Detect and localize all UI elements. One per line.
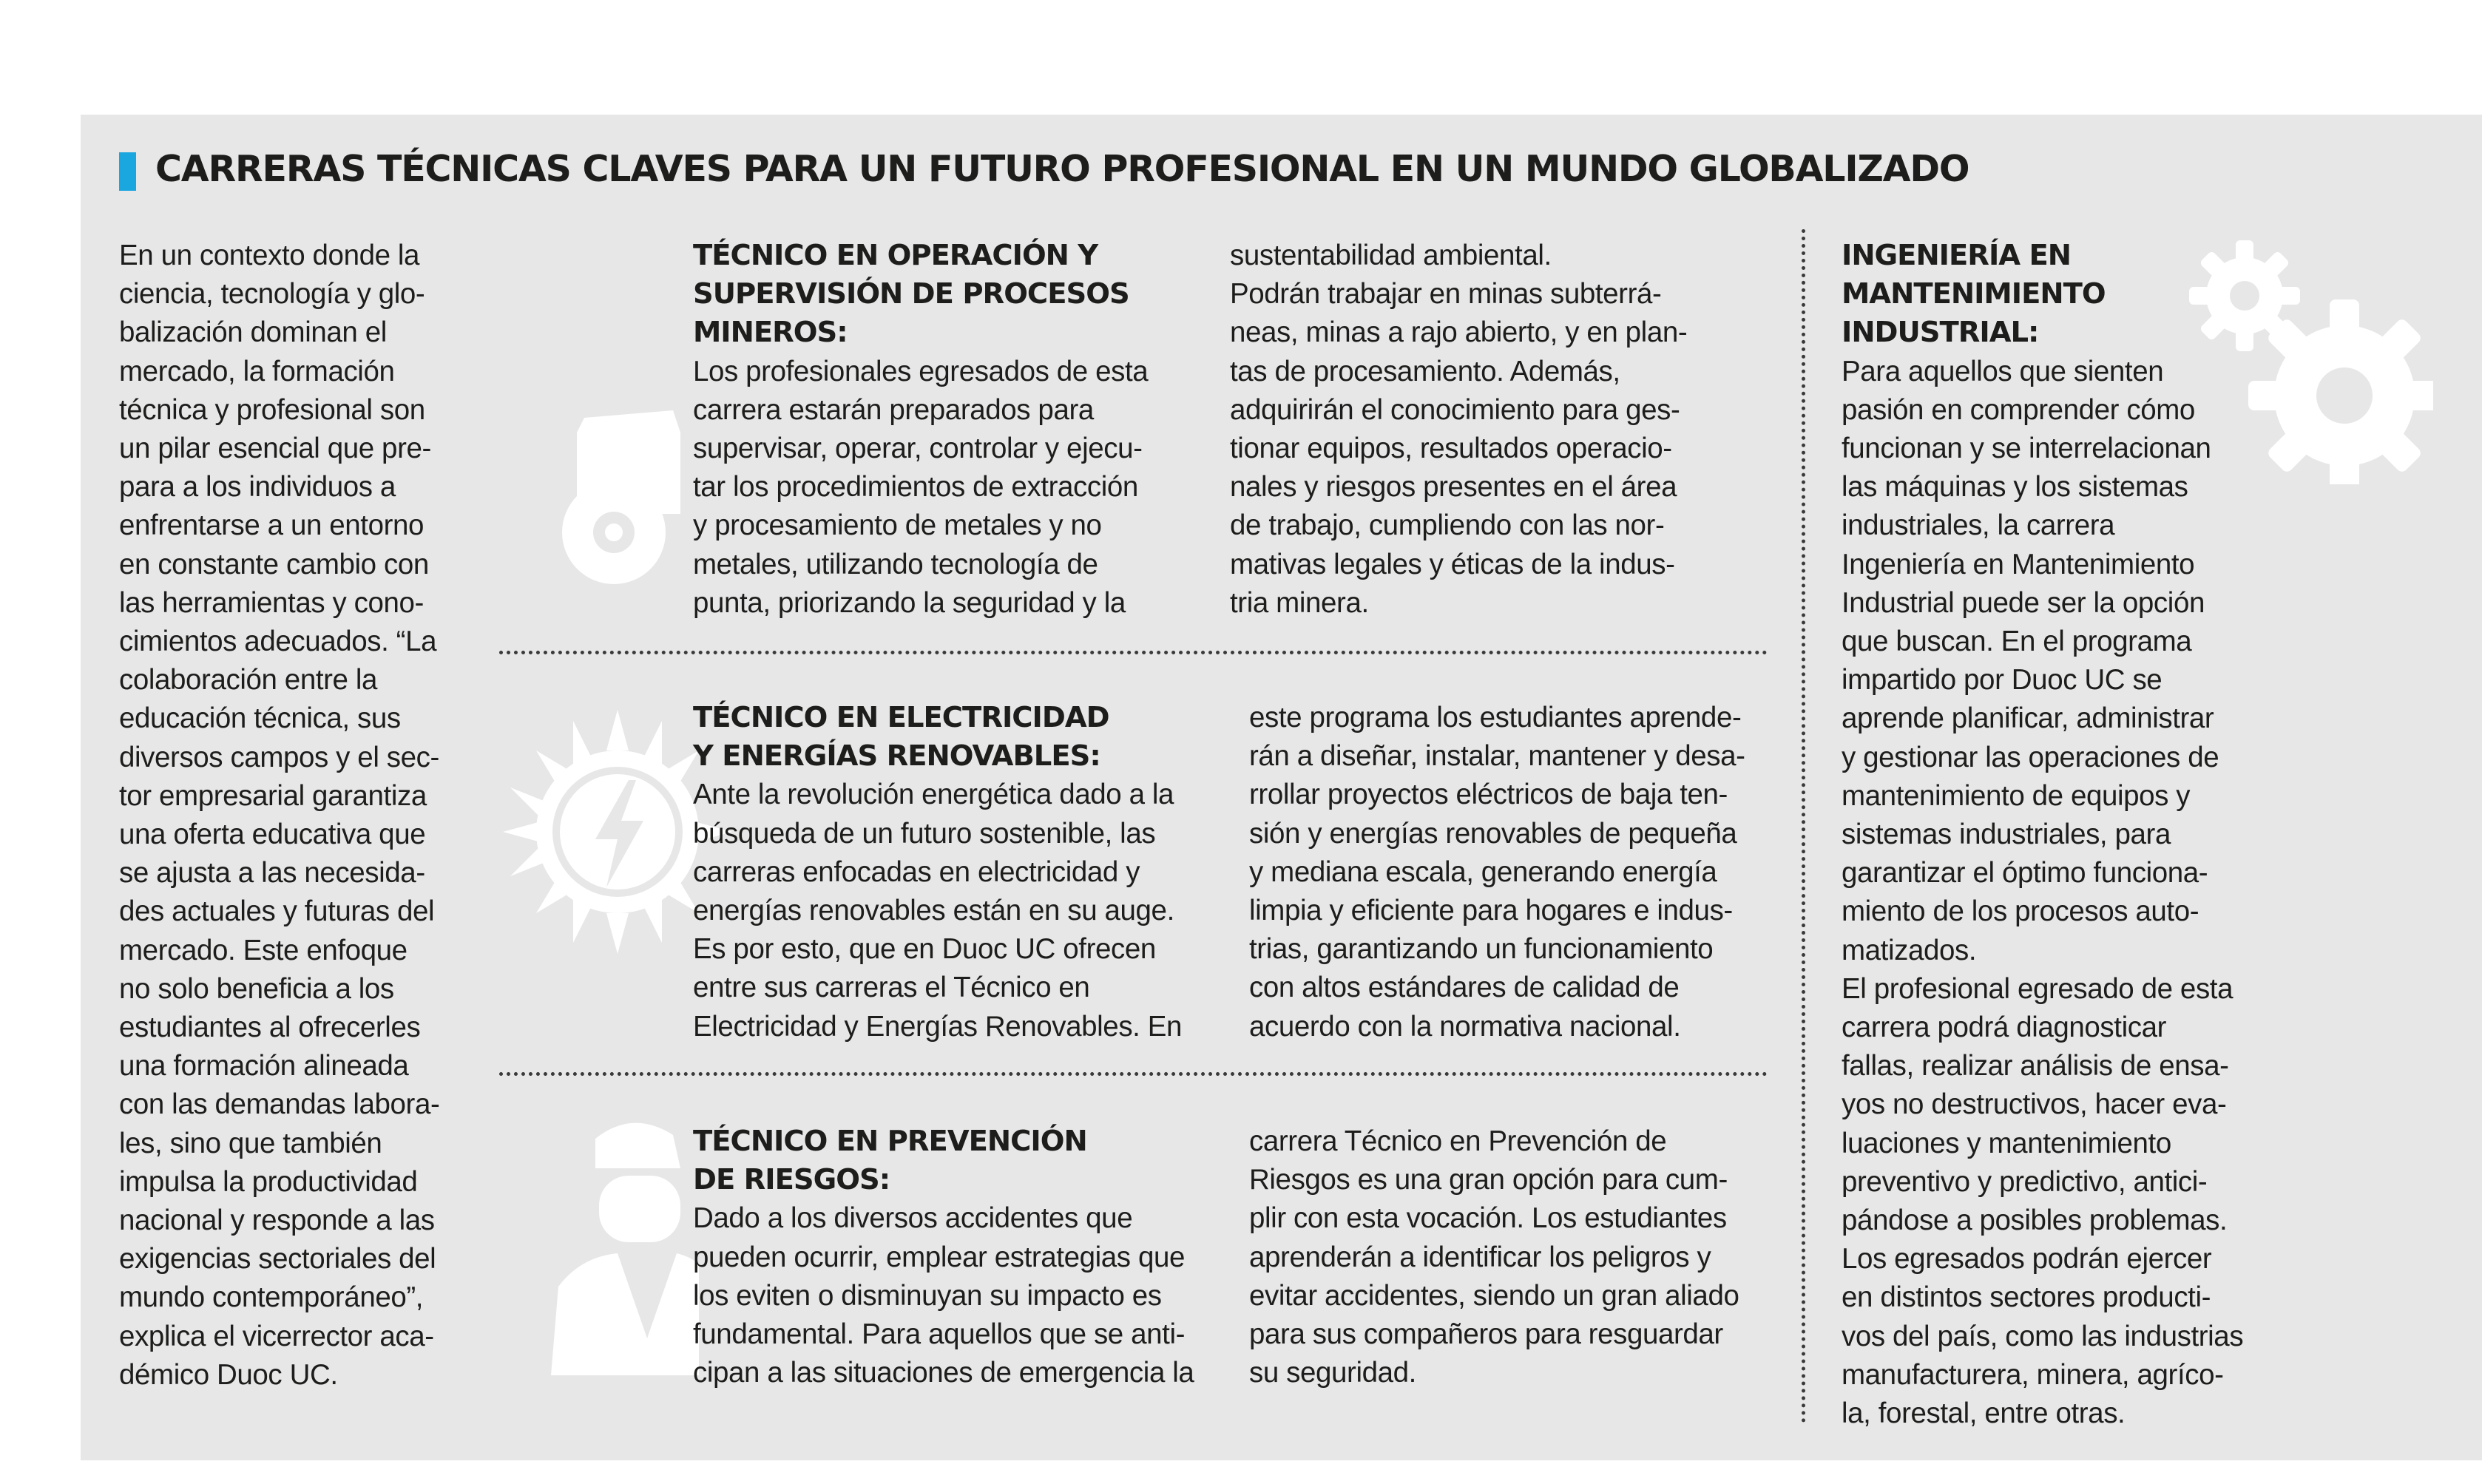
section-mining-heading: TÉCNICO EN OPERACIÓN Y SUPERVISIÓN DE PROCESOS MINEROS: (693, 239, 1129, 350)
section-electricity-left (693, 699, 1211, 1046)
section-risk-text-2: carrera Técnico en Prevención de Riesgos es una gran opción para cum- plir con esta vocación. Los estudiantes aprenderán a identificar los peligros y evitar accidentes, siendo un gran aliado para sus compañeros para resguardar su seguridad. (1249, 1125, 1739, 1389)
sidebar-heading: INGENIERÍA EN MANTENIMIENTO INDUSTRIAL: (1842, 239, 2106, 350)
section-divider (499, 651, 1768, 654)
intro-column (119, 237, 474, 1395)
section-mining-right (1230, 237, 1762, 623)
sidebar-column (1842, 237, 2330, 1433)
section-mining-text-2: sustentabilidad ambiental. Podrán trabajar en minas subterrá- neas, minas a rajo abierto, y en plan- tas de procesamiento. Además, adquirirán el conocimiento para ges- tionar equipos, resultados operacio- nales y riesgos presentes en el área de trabajo, cumpliendo con las nor- mativas legales y éticas de la indus- tria minera. (1230, 240, 1688, 619)
section-risk-right (1249, 1122, 1782, 1392)
safety-worker-icon (551, 1117, 699, 1375)
sidebar-divider (1802, 229, 1805, 1423)
section-mining-left (693, 237, 1211, 623)
section-electricity-right (1249, 699, 1782, 1046)
section-electricity-text-1: Ante la revolución energética dado a la búsqueda de un futuro sostenible, las carreras enfocadas en electricidad y energías renovables están en su auge. Es por esto, que en Duoc UC ofrecen entre sus carreras el Técnico en Electricidad y Energías Renovables. En (693, 779, 1183, 1043)
sidebar-text: Para aquellos que sienten pasión en comprender cómo funcionan y se interrelacionan las máquinas y los sistemas industriales, la carrera Ingeniería en Mantenimiento Industrial puede ser la opción que buscan. En el programa impartido por Duoc UC se aprende planificar, administrar y gestionar las operaciones de mantenimiento de equipos y sistemas industriales, para garantizar el óptimo funciona- miento de los procesos auto- matizados. El profesional egresado de esta carrera podrá diagnosticar fallas, realizar análisis de ensa- yos no destructivos, hacer eva- luaciones y mantenimiento preventivo y predictivo, antici- pándose a posibles problemas. Los egresados podrán ejercer en distintos sectores producti- vos del país, como las industrias manufacturera, minera, agríco- la, forestal, entre otras. (1842, 355, 2244, 1430)
section-electricity-heading: TÉCNICO EN ELECTRICIDAD Y ENERGÍAS RENOVABLES: (693, 701, 1109, 773)
section-mining-text-1: Los profesionales egresados de esta carrera estarán preparados para supervisar, operar, controlar y ejecu- tar los procedimientos de extracción y procesamiento de metales y no metales, utilizando tecnología de punta, priorizando la seguridad y la (693, 355, 1149, 619)
title-accent-bar (119, 152, 136, 191)
article-title: CARRERAS TÉCNICAS CLAVES PARA UN FUTURO PROFESIONAL EN UN MUNDO GLOBALIZADO (155, 148, 1969, 190)
section-risk-text-1: Dado a los diversos accidentes que pueden ocurrir, emplear estrategias que los eviten o disminuyan su impacto es fundamental. Para aquellos que se anti- cipan a las situaciones de emergencia la (693, 1202, 1194, 1389)
section-divider (499, 1072, 1768, 1076)
section-risk-left (693, 1122, 1211, 1392)
intro-text: En un contexto donde la ciencia, tecnología y glo- balización dominan el mercado, la formación técnica y profesional son un pilar esencial que pre- para a los individuos a enfrentarse a un entorno en constante cambio con las herramientas y cono- cimientos adecuados. “La colaboración entre la educación técnica, sus diversos campos y el sec- tor empresarial garantiza una oferta educativa que se ajusta a las necesida- des actuales y futuras del mercado. Este enfoque no solo beneficia a los estudiantes al ofrecerles una formación alineada con las demandas labora- les, sino que también impulsa la productividad nacional y responde a las exigencias sectoriales del mundo contemporáneo”, explica el vicerrector aca- démico Duoc UC. (119, 240, 440, 1391)
section-risk-heading: TÉCNICO EN PREVENCIÓN DE RIESGOS: (693, 1125, 1087, 1197)
section-electricity-text-2: este programa los estudiantes aprende- rán a diseñar, instalar, mantener y desa- rrollar proyectos eléctricos de baja ten- sión y energías renovables de pequeña y mediana escala, generando energía limpia y eficiente para hogares e indus- trias, garantizando un funcionamiento con altos estándares de calidad de acuerdo con la normativa nacional. (1249, 702, 1745, 1043)
